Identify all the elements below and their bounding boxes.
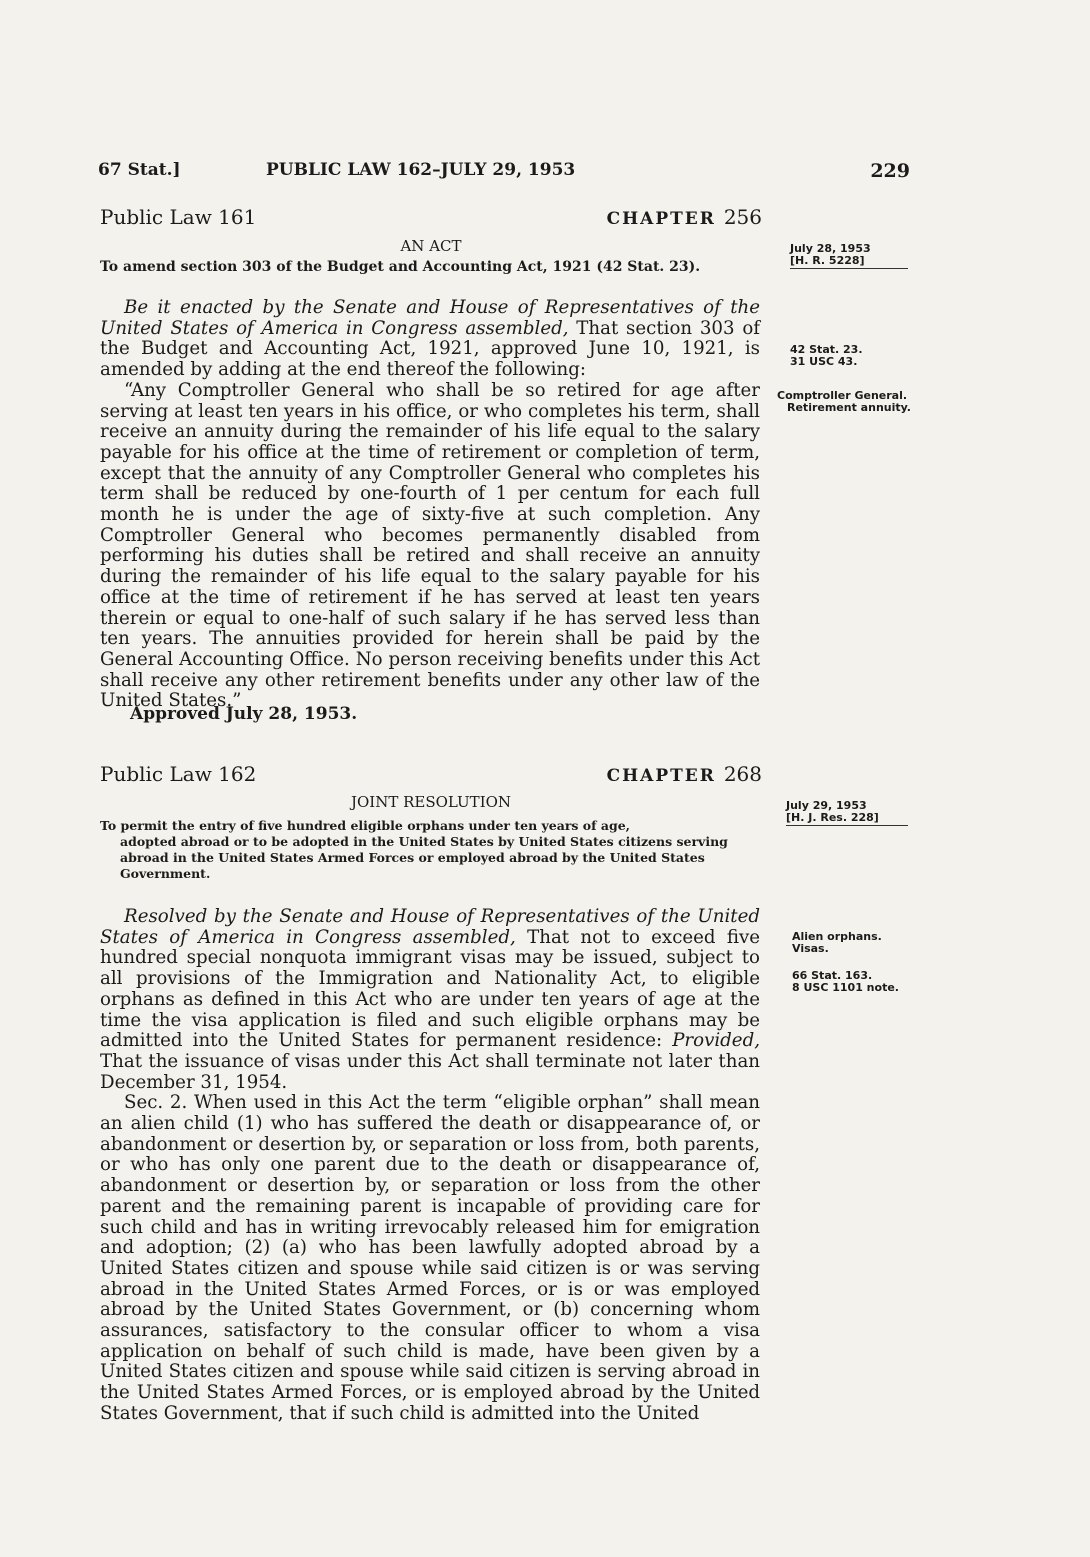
law1-public-law: Public Law 161 (100, 205, 257, 229)
law2-margin-date-block (786, 800, 936, 826)
volume-reference: 67 Stat.] (98, 160, 181, 180)
law2-body (100, 907, 760, 1425)
law1-margin-bill: [H. R. 5228] (790, 255, 908, 269)
law2-margin-date: July 29, 1953 (786, 799, 867, 812)
law2-margin-bill: [H. J. Res. 228] (786, 812, 908, 826)
law2-resolving-clause: Resolved by the Senate and House of Representatives of the United States of America in Congress assembled, (100, 906, 760, 948)
law1-body (100, 298, 760, 712)
law1-margin-citation: 42 Stat. 23. 31 USC 43. (790, 343, 863, 368)
law2-paragraph-1: Resolved by the Senate and House of Representatives of the United States of America in Congress assembled, That not to exceed five hundred special nonquota immigrant visas may be issued, subject to all provisions of the Immigration and Nationality Act, to eligible orphans as defined in this Act who are under ten years of age at the time the visa application is filed and such eligible orphans may be admitted into the United States for permanent residence: Provided, That the issuance of visas under this Act shall terminate not later than December 31, 1954. (100, 906, 760, 1093)
law2-section-2: Sec. 2. When used in this Act the term “eligible orphan” shall mean an alien child (1) who has suffered the death or disappearance of, or abandonment or desertion by, or separation or loss from, both parents, or who has only one parent due to the death or disappearance of, abandonment or desertion by, or separation or loss from the other parent and the remaining parent is incapable of providing care for such child and has in writing irrevocably released him for emigration and adoption; (2) (a) who has been lawfully adopted abroad by a United States citizen and spouse while said citizen is or was serving abroad in the United States Armed Forces, or is or was employed abroad by the United States Government, or (b) concerning whom assurances, satisfactory to the consular officer to whom a visa application on behalf of such child is made, have been given by a United States citizen and spouse while said citizen is serving abroad in the United States Armed Forces, or is employed abroad by the United States Government, that if such child is admitted into the United (100, 1092, 760, 1424)
law1-chapter: CHAPTER 256 (606, 205, 762, 229)
law2-margin-citation: 66 Stat. 163. 8 USC 1101 note. (792, 969, 899, 994)
law2-subtitle: To permit the entry of five hundred eligible orphans under ten years of age, adopted abroad or to be adopted in the United States by United States citizens serving abroad in the United States Armed Forces or employed abroad by the United States Government. (100, 818, 728, 881)
law2-chapter: CHAPTER 268 (606, 762, 762, 786)
law1-enacting-clause: Be it enacted by the Senate and House of Representatives of the United States of America in Congress assembled, (100, 297, 760, 339)
law1-paragraph-2: “Any Comptroller General who shall be so retired for age after serving at least ten years in his office, or who completes his term, shall receive an annuity during the remainder of his life equal to the salary payable for his office at the time of retirement or completion of term, except that the annuity of any Comptroller General who completes his term shall be reduced by one-fourth of 1 per centum for each full month he is under the age of sixty-five at such completion. Any Comptroller General who becomes permanently disabled from performing his duties shall be retired and shall receive an annuity during the remainder of his life equal to the salary payable for his office at the time of retirement if he has served at least ten years therein or equal to one-half of such salary if he has served less than ten years. The annuities provided for herein shall be paid by the General Accounting Office. No person receiving benefits under this Act shall receive any other retirement benefits under any other law of the United States.” (100, 379, 760, 712)
law1-paragraph-1: Be it enacted by the Senate and House of Representatives of the United States of America in Congress assembled, That section 303 of the Budget and Accounting Act, 1921, approved June 10, 1921, is amended by adding at the end thereof the following: (100, 297, 761, 381)
running-head (98, 160, 910, 186)
law2-margin-topic: Alien orphans. Visas. (792, 930, 882, 955)
page-number: 229 (870, 160, 910, 182)
law2-sec2-label: Sec. 2. (124, 1092, 188, 1114)
law1-subtitle: To amend section 303 of the Budget and Accounting Act, 1921 (42 Stat. 23). (100, 259, 701, 275)
law2-heading (100, 762, 762, 792)
law2-act-title: JOINT RESOLUTION (350, 793, 512, 811)
law1-heading (100, 205, 762, 235)
law1-margin-topic: Comptroller General. Retirement annuity. (777, 389, 911, 414)
running-title: PUBLIC LAW 162–JULY 29, 1953 (266, 160, 576, 180)
law1-margin-date: July 28, 1953 (790, 242, 871, 255)
law1-act-title: AN ACT (400, 237, 462, 255)
law1-margin-date-block (790, 243, 940, 269)
law1-approved: Approved July 28, 1953. (130, 704, 358, 724)
law2-public-law: Public Law 162 (100, 762, 257, 786)
